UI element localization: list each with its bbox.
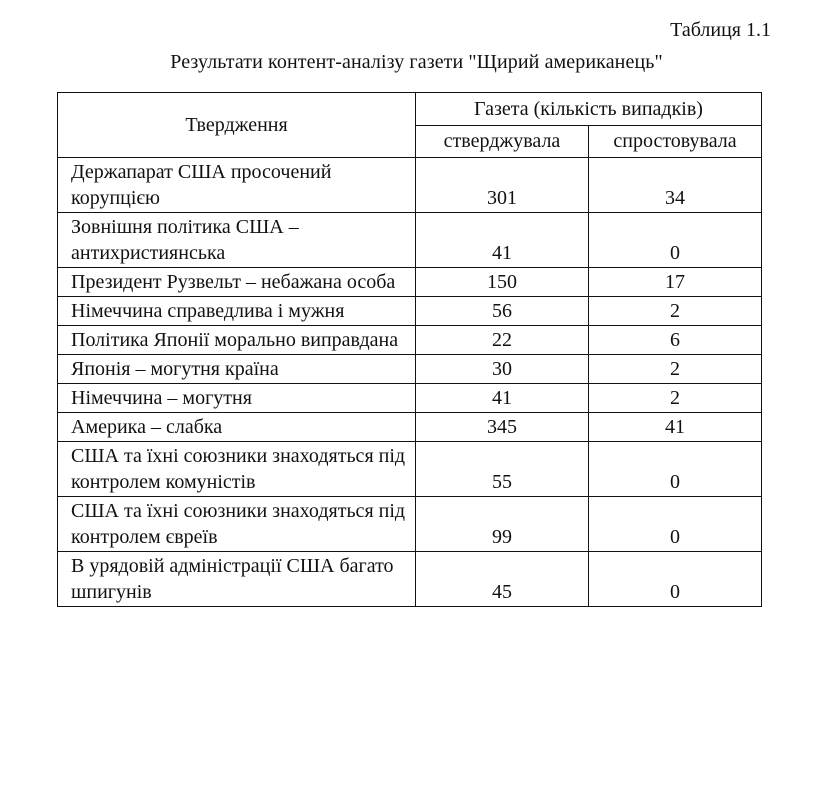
statement-cell: Зовнішня політика США – антихристиянська [58, 213, 416, 268]
table-caption: Результати контент-аналізу газети "Щирий американець" [170, 51, 663, 73]
confirmed-cell: 41 [416, 384, 589, 413]
confirmed-cell: 150 [416, 268, 589, 297]
denied-cell: 0 [589, 497, 762, 552]
denied-cell: 34 [589, 158, 762, 213]
statement-cell: В урядовій адміністрації США багато шпигунів [58, 552, 416, 607]
statement-cell: Політика Японії морально виправдана [58, 326, 416, 355]
denied-cell: 2 [589, 297, 762, 326]
table-row [58, 213, 762, 268]
content-analysis-table [57, 92, 762, 607]
confirmed-cell: 99 [416, 497, 589, 552]
confirmed-cell: 45 [416, 552, 589, 607]
header-confirmed: стверджувала [416, 125, 589, 158]
denied-cell: 0 [589, 442, 762, 497]
table-row [58, 355, 762, 384]
statement-cell: Японія – могутня країна [58, 355, 416, 384]
confirmed-cell: 55 [416, 442, 589, 497]
table-row [58, 268, 762, 297]
table-row [58, 326, 762, 355]
statement-cell: Німеччина справедлива і мужня [58, 297, 416, 326]
table-row [58, 552, 762, 607]
table-number-label: Таблиця 1.1 [670, 19, 771, 41]
denied-cell: 0 [589, 213, 762, 268]
statement-cell: Держапарат США просочений корупцією [58, 158, 416, 213]
statement-cell: Президент Рузвельт – небажана особа [58, 268, 416, 297]
header-denied: спростовувала [589, 125, 762, 158]
table-row [58, 442, 762, 497]
confirmed-cell: 22 [416, 326, 589, 355]
denied-cell: 6 [589, 326, 762, 355]
table-row [58, 384, 762, 413]
statement-cell: Америка – слабка [58, 413, 416, 442]
denied-cell: 0 [589, 552, 762, 607]
table-row [58, 297, 762, 326]
statement-cell: США та їхні союзники знаходяться під контролем комуністів [58, 442, 416, 497]
table-row [58, 158, 762, 213]
confirmed-cell: 345 [416, 413, 589, 442]
denied-cell: 41 [589, 413, 762, 442]
table-row [58, 413, 762, 442]
table-row [58, 497, 762, 552]
denied-cell: 2 [589, 355, 762, 384]
header-statement: Твердження [58, 93, 416, 158]
statement-cell: США та їхні союзники знаходяться під контролем євреїв [58, 497, 416, 552]
header-newspaper-group: Газета (кількість випадків) [416, 93, 762, 126]
confirmed-cell: 301 [416, 158, 589, 213]
denied-cell: 17 [589, 268, 762, 297]
confirmed-cell: 56 [416, 297, 589, 326]
confirmed-cell: 30 [416, 355, 589, 384]
statement-cell: Німеччина – могутня [58, 384, 416, 413]
denied-cell: 2 [589, 384, 762, 413]
confirmed-cell: 41 [416, 213, 589, 268]
